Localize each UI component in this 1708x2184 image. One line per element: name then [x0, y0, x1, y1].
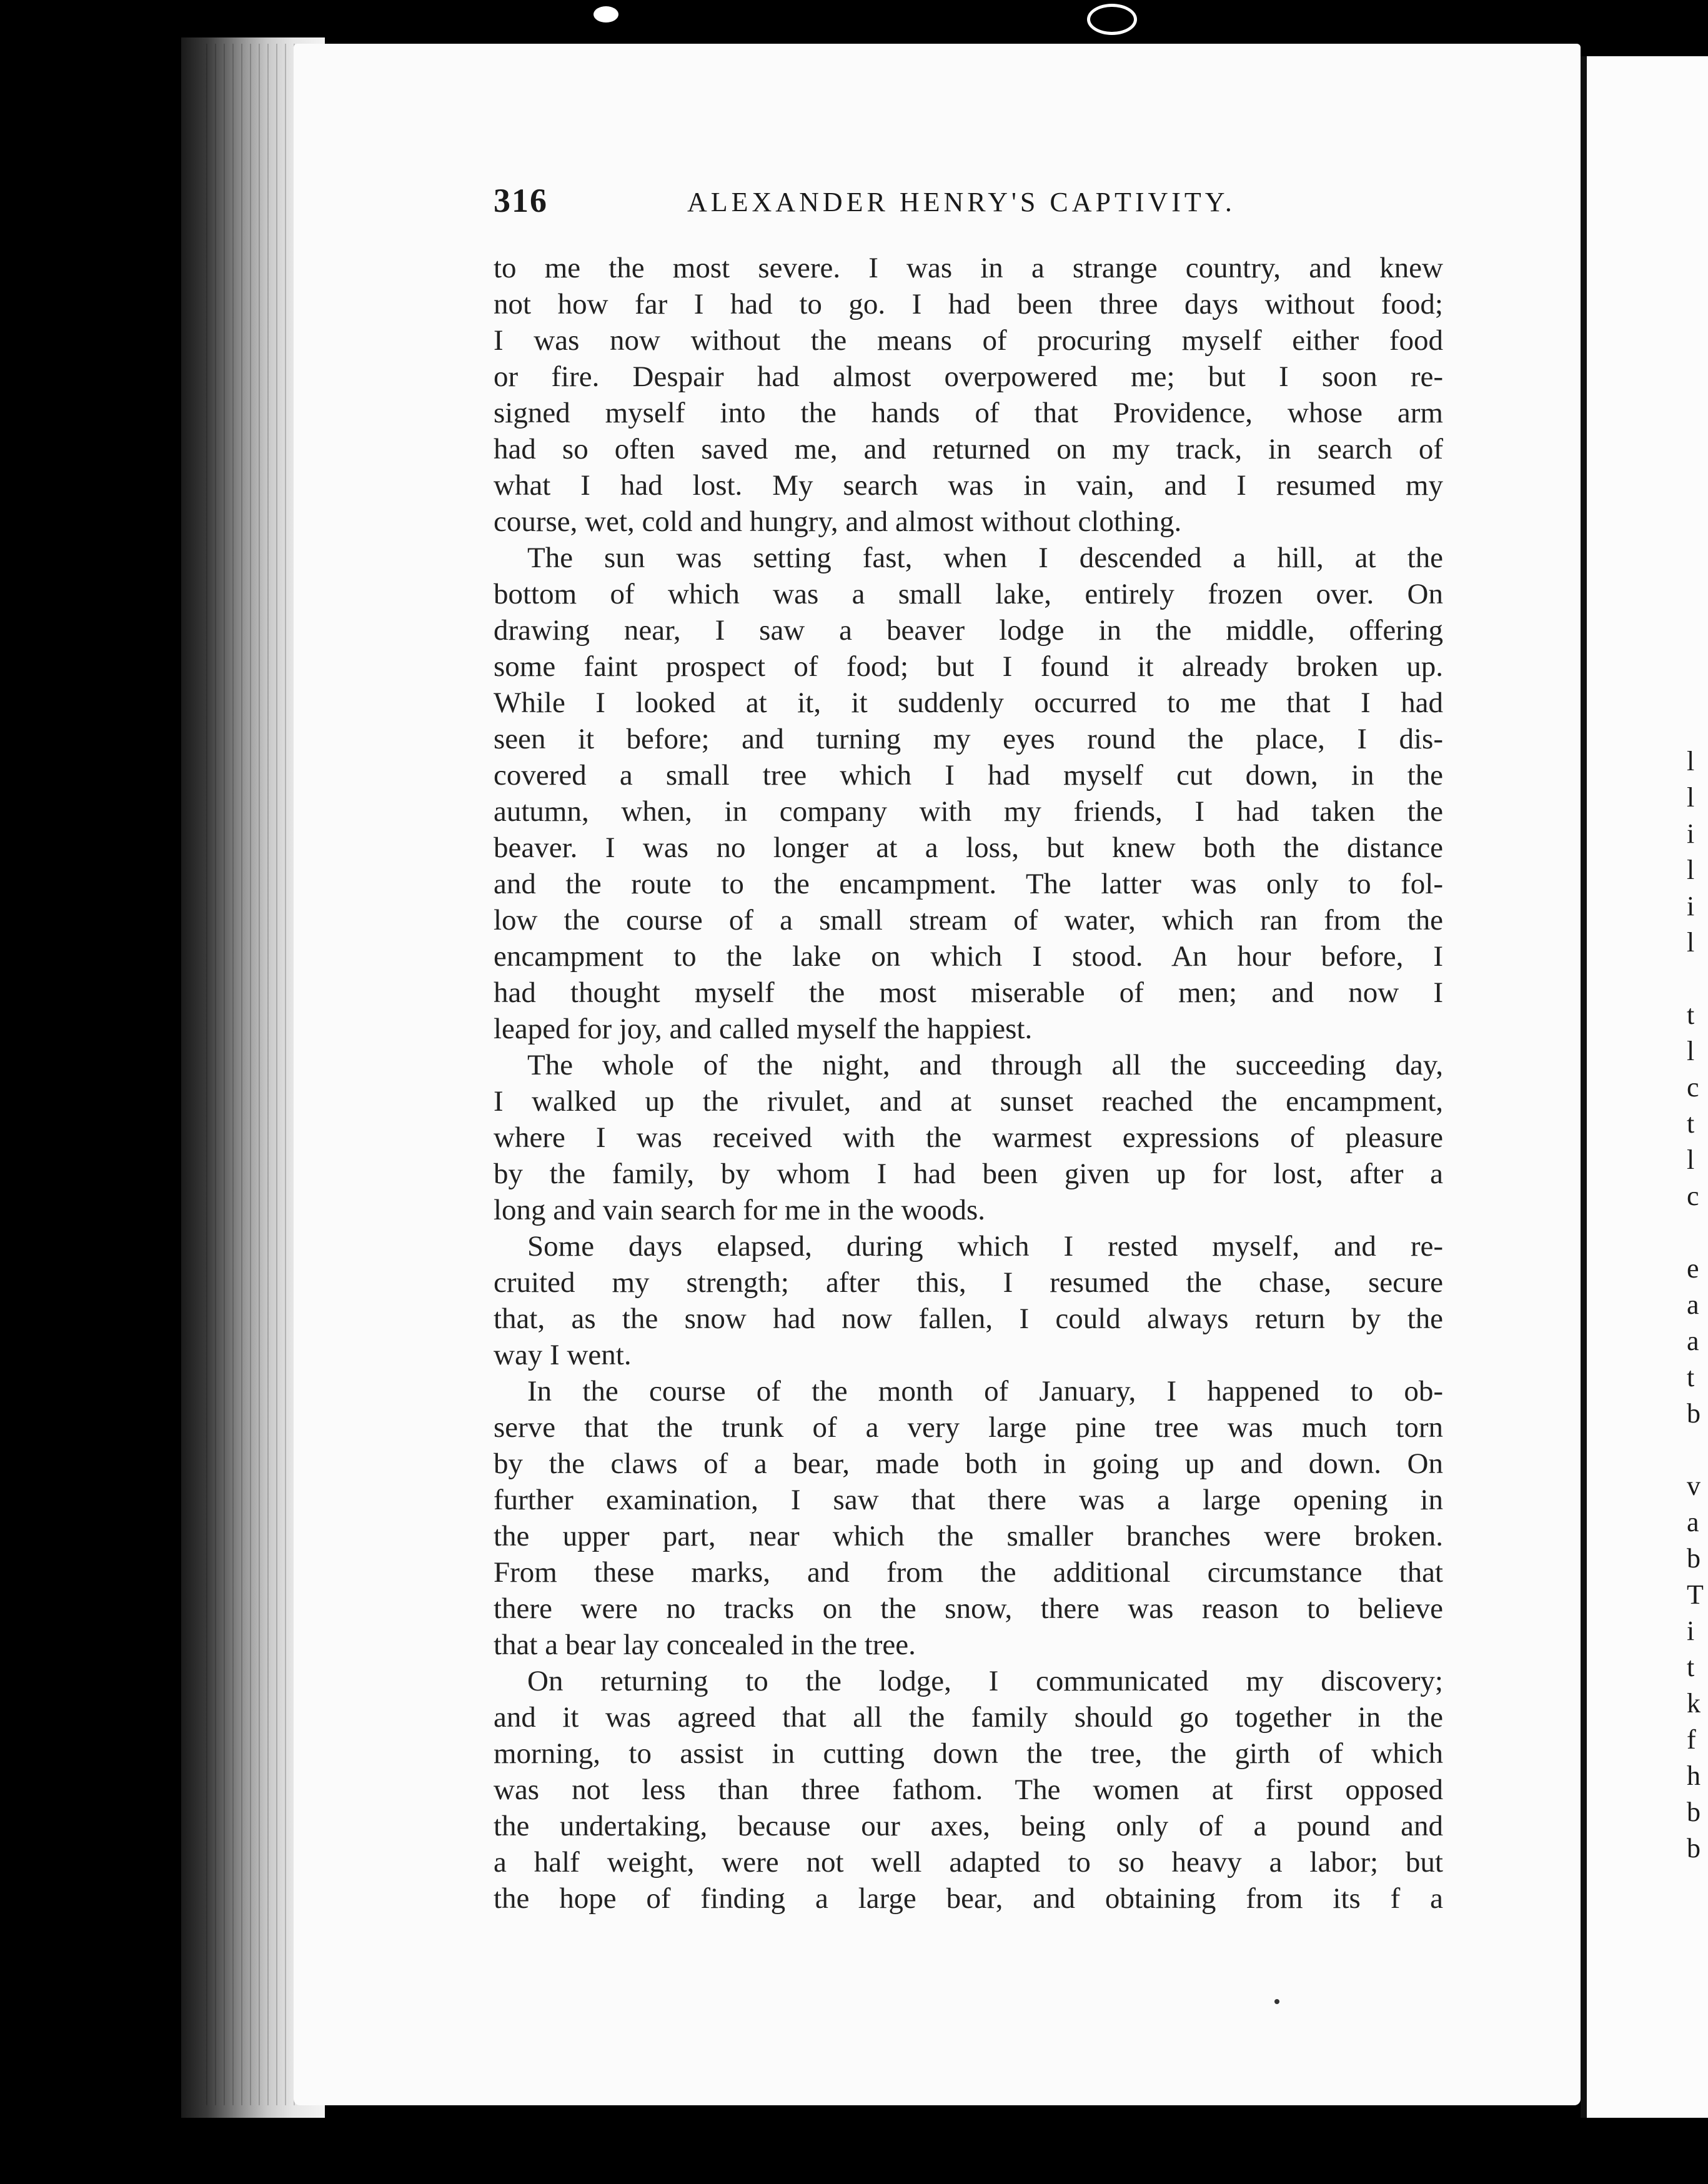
text-line: long and vain search for me in the woods. [494, 1194, 986, 1226]
text-line: to me the most severe. I was in a strange country, and knew [494, 252, 1443, 284]
text-line: From these marks, and from the additional circumstance that [494, 1556, 1443, 1589]
facing-page-letter: v [1687, 1471, 1701, 1501]
facing-page-letter: f [1687, 1724, 1696, 1755]
facing-page-letter: t [1687, 1000, 1695, 1030]
text-line: not how far I had to go. I had been three days without food; [494, 288, 1443, 320]
facing-page-letter: l [1687, 855, 1695, 885]
text-line: In the course of the month of January, I happened to ob- [527, 1375, 1443, 1407]
text-line: further examination, I saw that there was a large opening in [494, 1484, 1443, 1516]
text-line: I was now without the means of procuring myself either food [494, 324, 1443, 357]
running-title: ALEXANDER HENRY'S CAPTIVITY. [687, 187, 1236, 217]
facing-page-letter: t [1687, 1362, 1695, 1392]
facing-page-letter: h [1687, 1760, 1701, 1791]
text-line: what I had lost. My search was in vain, and I resumed my [494, 469, 1443, 502]
facing-page-letter [1687, 1432, 1702, 1468]
text-line: by the family, by whom I had been given up for lost, after a [494, 1158, 1443, 1190]
text-line: by the claws of a bear, made both in going up and down. On [494, 1447, 1443, 1480]
facing-page-letter: l [1687, 1144, 1695, 1175]
text-line: the upper part, near which the smaller branches were broken. [494, 1520, 1443, 1552]
facing-page-letter: b [1687, 1833, 1701, 1864]
facing-page-letter: l [1687, 927, 1695, 958]
facing-page-letter: i [1687, 891, 1695, 921]
text-line: I walked up the rivulet, and at sunset reached the encampment, [494, 1085, 1443, 1118]
facing-page-letter: a [1687, 1507, 1699, 1537]
text-line: course, wet, cold and hungry, and almost without clothing. [494, 505, 1182, 538]
text-line: signed myself into the hands of that Providence, whose arm [494, 397, 1443, 429]
text-line: or fire. Despair had almost overpowered me; but I soon re- [494, 360, 1443, 393]
facing-page-letter: T [1687, 1579, 1704, 1610]
text-line: cruited my strength; after this, I resumed the chase, secure [494, 1266, 1443, 1299]
text-line: The sun was setting fast, when I descended a hill, at the [527, 542, 1443, 574]
text-line: drawing near, I saw a beaver lodge in the middle, offering [494, 614, 1443, 647]
facing-page-letter: a [1687, 1326, 1699, 1356]
facing-page-letter: i [1687, 1616, 1695, 1646]
text-line: beaver. I was no longer at a loss, but knew both the distance [494, 831, 1443, 864]
text-line: the undertaking, because our axes, being only of a pound and [494, 1810, 1443, 1842]
text-line: Some days elapsed, during which I rested myself, and re- [527, 1230, 1443, 1263]
text-line: morning, to assist in cutting down the tree, the girth of which [494, 1737, 1443, 1770]
text-line: and it was agreed that all the family should go together in the [494, 1701, 1443, 1734]
text-line: autumn, when, in company with my friends, I had taken the [494, 795, 1443, 828]
text-line: low the course of a small stream of water, which ran from the [494, 904, 1443, 936]
text-line: While I looked at it, it suddenly occurred to me that I had [494, 687, 1443, 719]
facing-page-letter [1687, 961, 1702, 997]
facing-page-letter: l [1687, 1036, 1695, 1066]
text-line: that, as the snow had now fallen, I could always return by the [494, 1303, 1443, 1335]
text-line: there were no tracks on the snow, there was reason to believe [494, 1592, 1443, 1625]
facing-page-letter: b [1687, 1398, 1701, 1429]
facing-page-letter: c [1687, 1072, 1699, 1103]
text-line: where I was received with the warmest expressions of pleasure [494, 1121, 1443, 1154]
facing-page-letter: l [1687, 782, 1695, 813]
body-text [494, 250, 1443, 1917]
facing-page-letter [1687, 1214, 1702, 1251]
facing-page-letter: a [1687, 1289, 1699, 1320]
text-line: a half weight, were not well adapted to so heavy a labor; but [494, 1846, 1443, 1879]
scan-speck [1087, 4, 1137, 35]
facing-page-letter: e [1687, 1253, 1699, 1284]
text-line: On returning to the lodge, I communicated my discovery; [527, 1665, 1443, 1697]
ink-dot [1274, 1999, 1279, 2004]
page-number: 316 [494, 182, 548, 219]
text-line: the hope of finding a large bear, and obtaining from its f a [494, 1882, 1443, 1915]
facing-page-letter: k [1687, 1688, 1701, 1719]
text-line: had so often saved me, and returned on my track, in search of [494, 433, 1443, 465]
text-line: seen it before; and turning my eyes round the place, I dis- [494, 723, 1443, 755]
text-line: covered a small tree which I had myself cut down, in the [494, 759, 1443, 792]
facing-page-letter: b [1687, 1797, 1701, 1827]
text-line: had thought myself the most miserable of men; and now I [494, 976, 1443, 1009]
text-line: and the route to the encampment. The latter was only to fol- [494, 868, 1443, 900]
facing-page-text-fragments [1687, 743, 1702, 1867]
scan-speck [593, 6, 618, 22]
text-line: leaped for joy, and called myself the happiest. [494, 1013, 1033, 1045]
text-line: was not less than three fathom. The women at first opposed [494, 1774, 1443, 1806]
facing-page-letter: t [1687, 1652, 1695, 1682]
facing-page-letter: c [1687, 1181, 1699, 1211]
text-line: that a bear lay concealed in the tree. [494, 1629, 916, 1661]
text-line: encampment to the lake on which I stood. An hour before, I [494, 940, 1443, 973]
text-line: The whole of the night, and through all the succeeding day, [527, 1049, 1443, 1081]
running-head [494, 181, 1268, 231]
text-line: some faint prospect of food; but I found it already broken up. [494, 650, 1443, 683]
text-line: serve that the trunk of a very large pine tree was much torn [494, 1411, 1443, 1444]
text-line: bottom of which was a small lake, entirely frozen over. On [494, 578, 1443, 610]
text-line: way I went. [494, 1339, 632, 1371]
facing-page-letter: l [1687, 746, 1695, 777]
facing-page-letter: i [1687, 818, 1695, 849]
facing-page-letter: b [1687, 1543, 1701, 1574]
facing-page-letter: t [1687, 1108, 1695, 1139]
